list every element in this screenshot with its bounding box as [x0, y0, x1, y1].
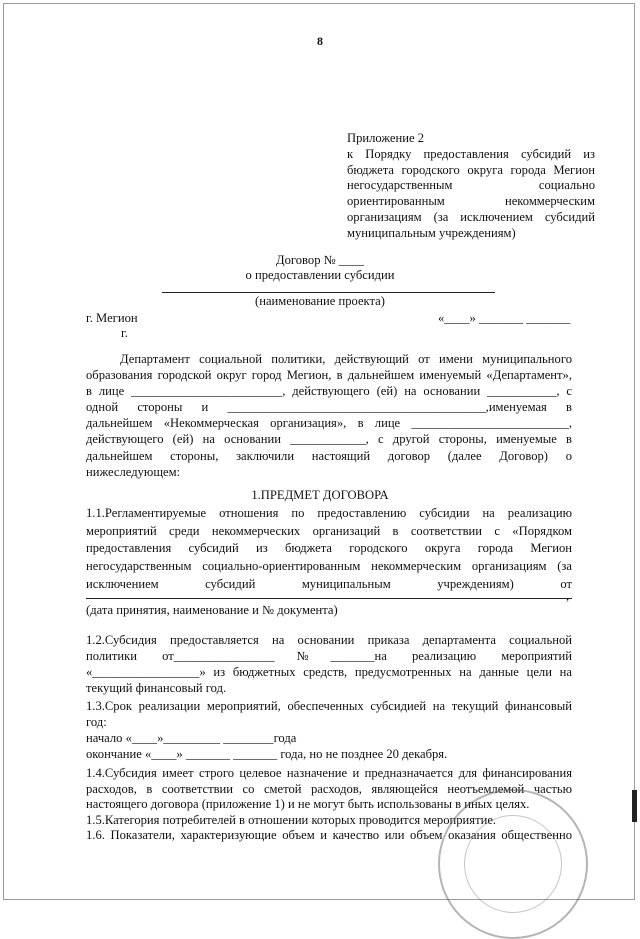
- appendix-line: Приложение 2: [347, 131, 425, 145]
- intro-line: Департамент социальной политики, действующий от имени муниципального: [120, 352, 572, 366]
- clause-line: предоставления субсидий из бюджета городского округа города Мегион: [86, 541, 572, 556]
- intro-line: нижеследующем:: [86, 464, 181, 479]
- contract-title: Договор № ____: [276, 253, 364, 267]
- section-heading: 1.ПРЕДМЕТ ДОГОВОРА: [251, 488, 389, 502]
- intro-line: образования городской округ город Мегион, в дальнейшем именуемый «Департамент»,: [86, 368, 572, 383]
- contract-subtitle: о предоставлении субсидии: [245, 268, 395, 282]
- clause-line: настоящего договора (приложение 1) и не могут быть использованы в иных целях.: [86, 797, 530, 812]
- clause-1-1: [86, 505, 572, 594]
- clause-line: 1.2.Субсидия предоставляется на основании приказа департамента социальной: [86, 633, 572, 647]
- contract-place: г. Мегион: [86, 311, 138, 325]
- clause-line: 1.4.Субсидия имеет строго целевое назначение и предназначается для финансирования: [86, 766, 572, 780]
- document-reference-line: [86, 598, 572, 599]
- clause-line: расходов, в соответствии со сметой расходов, являющейся неотъемлемой частью: [86, 781, 572, 796]
- clause-line: текущий финансовый год.: [86, 681, 227, 696]
- project-name-line: [162, 292, 495, 293]
- contract-date: «____» _______ _______: [438, 311, 571, 325]
- intro-line: дальнейшем «Некоммерческая организация», в лице _________________________,: [86, 416, 572, 431]
- clause-line: окончание «____» _______ _______ года, но не позднее 20 декабря.: [86, 747, 448, 762]
- official-seal: [438, 789, 588, 939]
- clause-line: негосударственным социально-ориентированным некоммерческим организациям (за: [86, 559, 572, 574]
- appendix-line: организациям (за исключением субсидий: [347, 209, 595, 224]
- clause-line: начало «____»_________ ________года: [86, 731, 297, 746]
- appendix-line: ориентированным некоммерческим: [347, 194, 595, 209]
- intro-line: дальнейшем стороны, заключили настоящий договор (далее Договор) о: [86, 448, 572, 463]
- project-name-label: (наименование проекта): [255, 294, 385, 308]
- page-number: 8: [317, 34, 323, 48]
- clause-line: 1.1.Регламентируемые отношения по предоставлению субсидии на реализацию: [86, 506, 572, 520]
- contract-year-suffix: г.: [121, 326, 128, 340]
- seal-inner-ring: [464, 815, 562, 913]
- intro-line: действующего (ей) на основании ____________, с другой стороны, именуемые в: [86, 432, 572, 447]
- clause-comma: ,: [566, 589, 570, 603]
- clause-line: «_________________» из бюджетных средств, предусмотренных на данные цели на: [86, 665, 572, 680]
- clause-line: мероприятий среди некоммерческих организаций в соответствии с «Порядком: [86, 523, 572, 538]
- appendix-line: к Порядку предоставления субсидий из: [347, 146, 595, 161]
- clause-line: политики от________________№_______на реализацию мероприятий: [86, 649, 572, 664]
- appendix-line: негосударственным социально: [347, 178, 595, 193]
- clause-line: 1.5.Категория потребителей в отношении которых проводится мероприятие.: [86, 812, 497, 827]
- intro-line: в лице ________________________, действующего (ей) на основании ___________, с: [86, 384, 572, 399]
- appendix-line: муниципальным учреждениям): [347, 225, 516, 240]
- appendix-line: бюджета городского округа города Мегион: [347, 162, 595, 177]
- document-reference-label: (дата принятия, наименование и № документа): [86, 603, 338, 617]
- appendix-block: [347, 131, 595, 242]
- clause-1-2: [86, 632, 572, 696]
- clause-1-3: [86, 698, 572, 762]
- intro-line: одной стороны и _________________________________________,именуемая в: [86, 400, 572, 415]
- intro-paragraph: [86, 351, 572, 480]
- clause-line: 1.6. Показатели, характеризующие объем и качество или объем оказания общественно: [86, 828, 572, 843]
- clause-line: исключением субсидий муниципальным учреждениям) от: [86, 576, 572, 591]
- scan-edge-mark: [632, 790, 637, 822]
- clause-line: 1.3.Срок реализации мероприятий, обеспеченных субсидией на текущий финансовый: [86, 699, 572, 713]
- clause-line: год:: [86, 715, 107, 730]
